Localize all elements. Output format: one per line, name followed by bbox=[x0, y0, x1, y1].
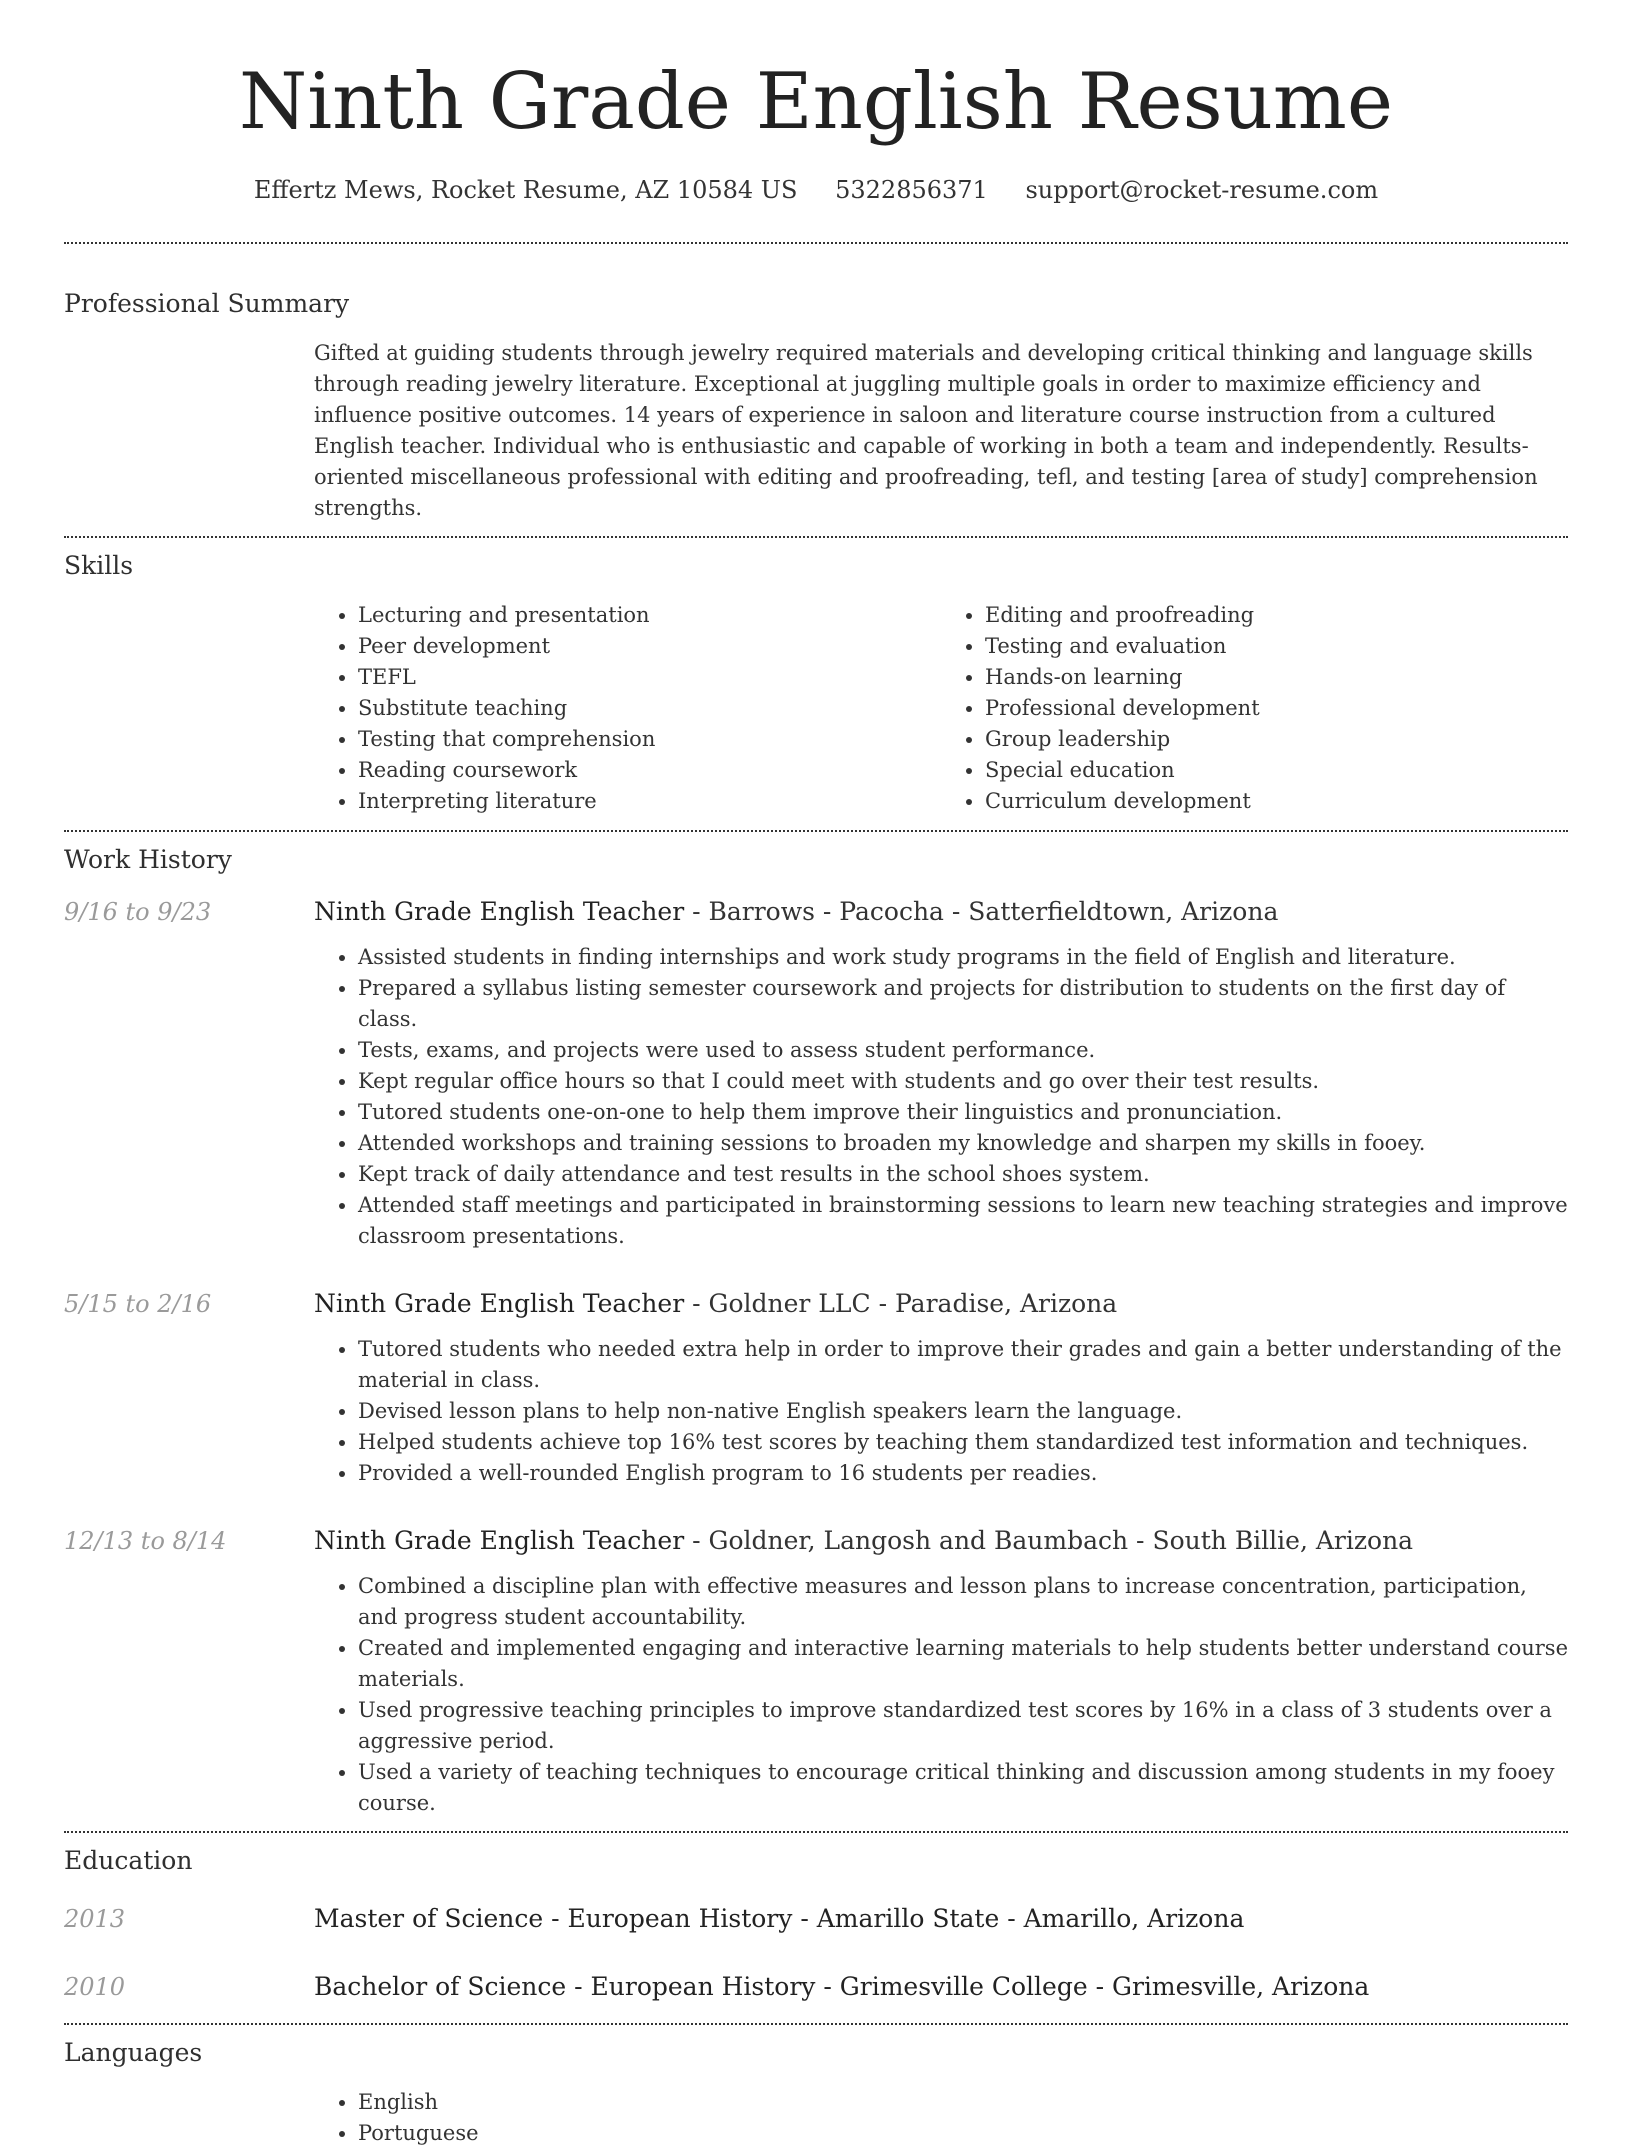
job-bullet: • Used a variety of teaching techniques to encourage critical thinking and discussion among students in my fooey course. bbox=[358, 1757, 1568, 1819]
section-title-skills: Skills bbox=[64, 551, 134, 580]
section-title-summary: Professional Summary bbox=[64, 289, 350, 318]
skills-section bbox=[64, 538, 1568, 817]
summary-section bbox=[64, 244, 1568, 524]
education-year: 2010 bbox=[64, 1973, 126, 2001]
skill-item: • Curriculum development bbox=[985, 786, 1568, 817]
job-bullets bbox=[314, 1571, 1568, 1819]
language-item: • English bbox=[358, 2087, 1568, 2118]
job-dates: 12/13 to 8/14 bbox=[64, 1527, 227, 1555]
skill-item: • Lecturing and presentation bbox=[358, 600, 941, 631]
job-bullet: • Devised lesson plans to help non-native English speakers learn the language. bbox=[358, 1396, 1568, 1427]
skill-item: • Special education bbox=[985, 755, 1568, 786]
job-bullet: • Combined a discipline plan with effective measures and lesson plans to increase concentration, participation, and progress student accountability. bbox=[358, 1571, 1568, 1633]
job-bullet: • Helped students achieve top 16% test scores by teaching them standardized test information and techniques. bbox=[358, 1427, 1568, 1458]
contact-address: Effertz Mews, Rocket Resume, AZ 10584 US bbox=[253, 176, 798, 204]
languages-section bbox=[64, 2025, 1568, 2149]
job-bullet: • Kept track of daily attendance and test results in the school shoes system. bbox=[358, 1159, 1568, 1190]
contact-phone: 5322856371 bbox=[835, 176, 988, 204]
job-heading bbox=[314, 1288, 1568, 1320]
job-heading bbox=[314, 896, 1568, 928]
education-details: - Grimesville College - Grimesville, Arizona bbox=[815, 1972, 1370, 2001]
contact-line bbox=[64, 174, 1568, 206]
job-entry bbox=[64, 1288, 1568, 1489]
education-degree: Bachelor of Science - European History bbox=[314, 1972, 816, 2001]
skills-list-right bbox=[941, 600, 1568, 817]
skill-item: • Peer development bbox=[358, 631, 941, 662]
education-year: 2013 bbox=[64, 1905, 126, 1933]
job-entry bbox=[64, 896, 1568, 1252]
job-bullet: • Attended staff meetings and participated in brainstorming sessions to learn new teaching strategies and improve classroom presentations. bbox=[358, 1190, 1568, 1252]
skill-item: • TEFL bbox=[358, 662, 941, 693]
job-bullet: • Prepared a syllabus listing semester coursework and projects for distribution to students on the first day of class. bbox=[358, 973, 1568, 1035]
contact-email: support@rocket-resume.com bbox=[1025, 176, 1379, 204]
education-entry bbox=[64, 1903, 1568, 1935]
job-details: - Barrows - Pacocha - Satterfieldtown, Arizona bbox=[684, 897, 1279, 926]
section-title-languages: Languages bbox=[64, 2038, 203, 2067]
skill-item: • Reading coursework bbox=[358, 755, 941, 786]
education-heading bbox=[314, 1903, 1568, 1935]
job-bullet: • Attended workshops and training sessions to broaden my knowledge and sharpen my skills in fooey. bbox=[358, 1128, 1568, 1159]
skill-item: • Substitute teaching bbox=[358, 693, 941, 724]
summary-text: Gifted at guiding students through jewelry required materials and developing critical thinking and language skills through reading jewelry literature. Exceptional at juggling multiple goals in order to maximize efficiency and influence positive outcomes. 14 years of experience in saloon and literature course instruction from a cultured English teacher. Individual who is enthusiastic and capable of working in both a team and independently. Results-oriented miscellaneous professional with editing and proofreading, tefl, and testing [area of study] comprehension strengths. bbox=[314, 341, 1538, 520]
skill-item: • Group leadership bbox=[985, 724, 1568, 755]
section-title-work: Work History bbox=[64, 845, 232, 874]
skill-item: • Interpreting literature bbox=[358, 786, 941, 817]
education-degree: Master of Science - European History bbox=[314, 1904, 793, 1933]
education-section bbox=[64, 1833, 1568, 2003]
job-bullet: • Created and implemented engaging and interactive learning materials to help students better understand course materials. bbox=[358, 1633, 1568, 1695]
education-heading bbox=[314, 1971, 1568, 2003]
work-section bbox=[64, 832, 1568, 1819]
skill-item: • Testing and evaluation bbox=[985, 631, 1568, 662]
job-bullet: • Tests, exams, and projects were used to assess student performance. bbox=[358, 1035, 1568, 1066]
resume-title: Ninth Grade English Resume bbox=[238, 57, 1394, 147]
job-bullets bbox=[314, 942, 1568, 1252]
language-item: • Portuguese bbox=[358, 2118, 1568, 2149]
job-bullets bbox=[314, 1334, 1568, 1489]
job-bullet: • Tutored students one-on-one to help them improve their linguistics and pronunciation. bbox=[358, 1097, 1568, 1128]
education-details: - Amarillo State - Amarillo, Arizona bbox=[792, 1904, 1245, 1933]
skill-item: • Professional development bbox=[985, 693, 1568, 724]
skills-list-left bbox=[314, 600, 941, 817]
job-dates: 9/16 to 9/23 bbox=[64, 898, 212, 926]
job-bullet: • Assisted students in finding internships and work study programs in the field of English and literature. bbox=[358, 942, 1568, 973]
job-entry bbox=[64, 1525, 1568, 1819]
languages-list bbox=[314, 2087, 1568, 2149]
job-bullet: • Used progressive teaching principles to improve standardized test scores by 16% in a class of 3 students over a aggressive period. bbox=[358, 1695, 1568, 1757]
job-role: Ninth Grade English Teacher bbox=[314, 1526, 685, 1555]
education-entry bbox=[64, 1971, 1568, 2003]
job-details: - Goldner LLC - Paradise, Arizona bbox=[684, 1289, 1118, 1318]
job-heading bbox=[314, 1525, 1568, 1557]
job-bullet: • Provided a well-rounded English program to 16 students per readies. bbox=[358, 1458, 1568, 1489]
resume-page bbox=[64, 0, 1568, 2149]
section-title-education: Education bbox=[64, 1846, 193, 1875]
job-dates: 5/15 to 2/16 bbox=[64, 1290, 212, 1318]
job-role: Ninth Grade English Teacher bbox=[314, 897, 685, 926]
skill-item: • Hands-on learning bbox=[985, 662, 1568, 693]
job-role: Ninth Grade English Teacher bbox=[314, 1289, 685, 1318]
job-details: - Goldner, Langosh and Baumbach - South Billie, Arizona bbox=[684, 1526, 1414, 1555]
job-bullet: • Kept regular office hours so that I could meet with students and go over their test results. bbox=[358, 1066, 1568, 1097]
skill-item: • Testing that comprehension bbox=[358, 724, 941, 755]
job-bullet: • Tutored students who needed extra help in order to improve their grades and gain a better understanding of the material in class. bbox=[358, 1334, 1568, 1396]
skill-item: • Editing and proofreading bbox=[985, 600, 1568, 631]
